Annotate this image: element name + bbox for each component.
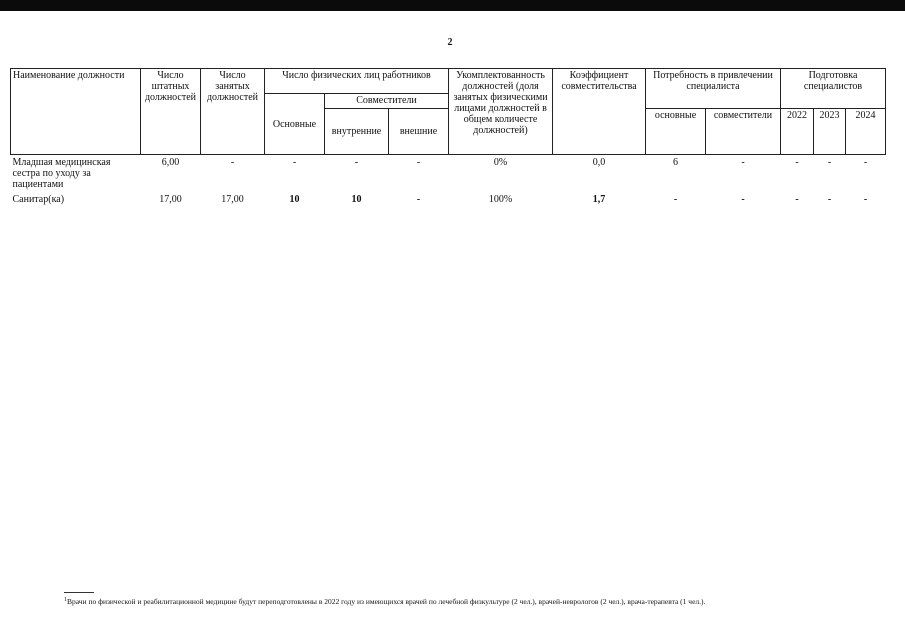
row-staff-positions: 17,00 — [159, 194, 182, 205]
row-year-2024: - — [863, 157, 868, 168]
row-year-2022: - — [795, 157, 799, 168]
header-coefficient: Коэффициент совместительства — [553, 69, 646, 155]
header-year-2023: 2023 — [814, 109, 846, 155]
header-persons: Число физических лиц работников — [265, 69, 449, 94]
row-coefficient: 1,7 — [592, 194, 606, 205]
header-staff-positions: Число штатных должностей — [141, 69, 201, 155]
row-internal: - — [354, 157, 359, 168]
table-row — [11, 155, 886, 192]
row-need-part: - — [741, 194, 745, 205]
row-position-name: Младшая медицинская сестра по уходу за пациентами — [12, 157, 111, 190]
row-need-main: - — [673, 194, 678, 205]
row-need-main: 6 — [673, 157, 678, 168]
header-year-2022: 2022 — [781, 109, 814, 155]
row-occupied-positions: 17,00 — [221, 194, 244, 205]
row-coefficient: 0,0 — [592, 157, 606, 168]
footnote-divider — [64, 592, 94, 593]
row-internal: 10 — [351, 194, 362, 205]
footnote-marker: 1 — [64, 597, 67, 603]
row-main: 10 — [289, 194, 300, 205]
header-training: Подготовка специалистов — [781, 69, 886, 109]
row-year-2023: - — [827, 194, 832, 205]
staffing-table — [10, 68, 886, 207]
row-external: - — [416, 157, 421, 168]
footnote-text: Врачи по физической и реабилитационной медицине будут переподготовлены в 2022 году из имеющихся врачей по лечебной физкультуре (2 чел.), врачей-неврологов (2 чел.), врача-терапевта (1 чел.). — [67, 597, 706, 606]
page-number: 2 — [447, 37, 453, 48]
row-staff-positions: 6,00 — [161, 157, 180, 168]
header-staffing: Укомплектованность должностей (доля занятых физическими лицами должностей в общем количесте должностей) — [449, 69, 553, 155]
row-year-2024: - — [863, 194, 868, 205]
header-part-timers: Совместители — [325, 94, 449, 109]
header-year-2024: 2024 — [846, 109, 886, 155]
row-staffing: 0% — [493, 157, 508, 168]
row-occupied-positions: - — [230, 157, 235, 168]
table-row — [11, 191, 886, 207]
row-year-2022: - — [795, 194, 799, 205]
scan-top-edge — [0, 0, 905, 11]
header-occupied-positions: Число занятых должностей — [201, 69, 265, 155]
row-staffing: 100% — [488, 194, 513, 205]
header-need-main: основные — [646, 109, 706, 155]
row-position-name: Санитар(ка) — [12, 194, 65, 205]
row-year-2023: - — [827, 157, 832, 168]
row-external: - — [416, 194, 421, 205]
row-need-part: - — [741, 157, 745, 168]
header-main: Основные — [265, 94, 325, 155]
header-internal: внутренние — [325, 109, 389, 155]
row-main: - — [292, 157, 297, 168]
header-external: внешние — [389, 109, 449, 155]
header-need-part: совместители — [706, 109, 781, 155]
footnote — [64, 597, 894, 606]
header-need: Потребность в привлечении специалиста — [646, 69, 781, 109]
header-position: Наименование должности — [11, 69, 141, 155]
